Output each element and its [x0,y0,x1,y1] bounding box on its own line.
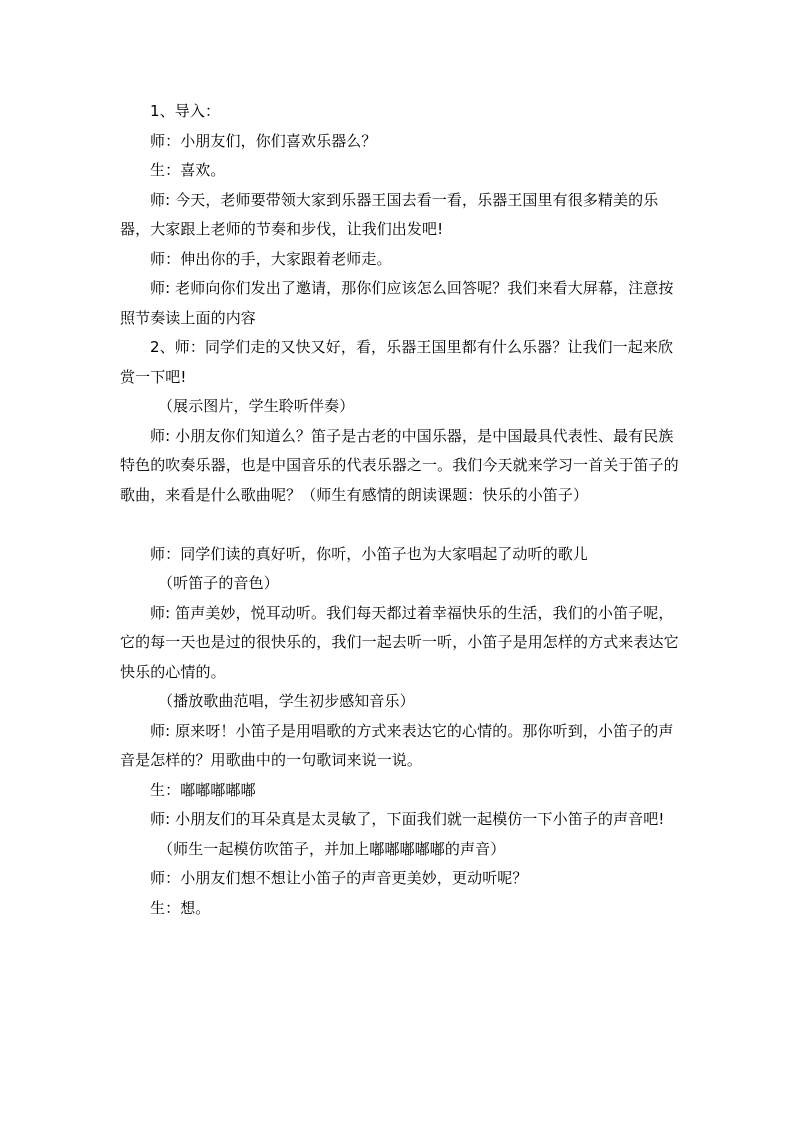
paragraph: 师: 小朋友你们知道么？笛子是古老的中国乐器，是中国最具代表性、最有民族特色的吹奏乐器，也是中国音乐的代表乐器之一。我们今天就来学习一首关于笛子的歌曲，来看是什么歌曲呢？（师生有感情的朗读课题：快乐的小笛子） [120,426,679,504]
paragraph: 师：同学们读的真好听，你听，小笛子也为大家唱起了动听的歌儿 [150,544,588,563]
paragraph: 2、师：同学们走的又快又好，看，乐器王国里都有什么乐器？让我们一起来欣赏一下吧! [120,338,674,386]
paragraph: 师: 老师向你们发出了邀请，那你们应该怎么回答呢？我们来看大屏幕，注意按照节奏读上面的内容 [120,279,674,327]
stage-direction: （听笛子的音色） [158,574,279,592]
stage-direction: （师生一起模仿吹笛子，并加上嘟嘟嘟嘟嘟的声音） [158,839,506,858]
paragraph: 师: 今天，老师要带领大家到乐器王国去看一看，乐器王国里有很多精美的乐器，大家跟上老师的节奏和步伐，让我们出发吧! [120,190,659,238]
paragraph: 师: 笛声美妙，悦耳动听。我们每天都过着幸福快乐的生活，我们的小笛子呢，它的每一天也是过的很快乐的，我们一起去听一听，小笛子是用怎样的方式来表达它快乐的心情的。 [120,603,679,681]
paragraph: 生：嘟嘟嘟嘟嘟 [150,780,256,799]
paragraph: 生：喜欢。 [150,161,226,179]
paragraph: 生：想。 [150,898,211,917]
document-body [120,97,680,923]
paragraph: 师：小朋友们想不想让小笛子的声音更美妙，更动听呢？ [150,869,528,887]
blank-line [120,510,680,540]
paragraph: 师: 原来呀！小笛子是用唱歌的方式来表达它的心情的。那你听到，小笛子的声音是怎样的？用歌曲中的一句歌词来说一说。 [120,721,674,769]
paragraph: 师：伸出你的手，大家跟着老师走。 [150,249,392,268]
paragraph: 师: 小朋友们的耳朵真是太灵敏了，下面我们就一起模仿一下小笛子的声音吧! [150,810,665,828]
stage-direction: （展示图片，学生聆听伴奏） [158,397,355,415]
paragraph: 师：小朋友们，你们喜欢乐器么？ [150,131,377,150]
stage-direction: （播放歌曲范唱，学生初步感知音乐） [158,692,415,710]
heading-intro: 1、导入： [150,102,221,120]
